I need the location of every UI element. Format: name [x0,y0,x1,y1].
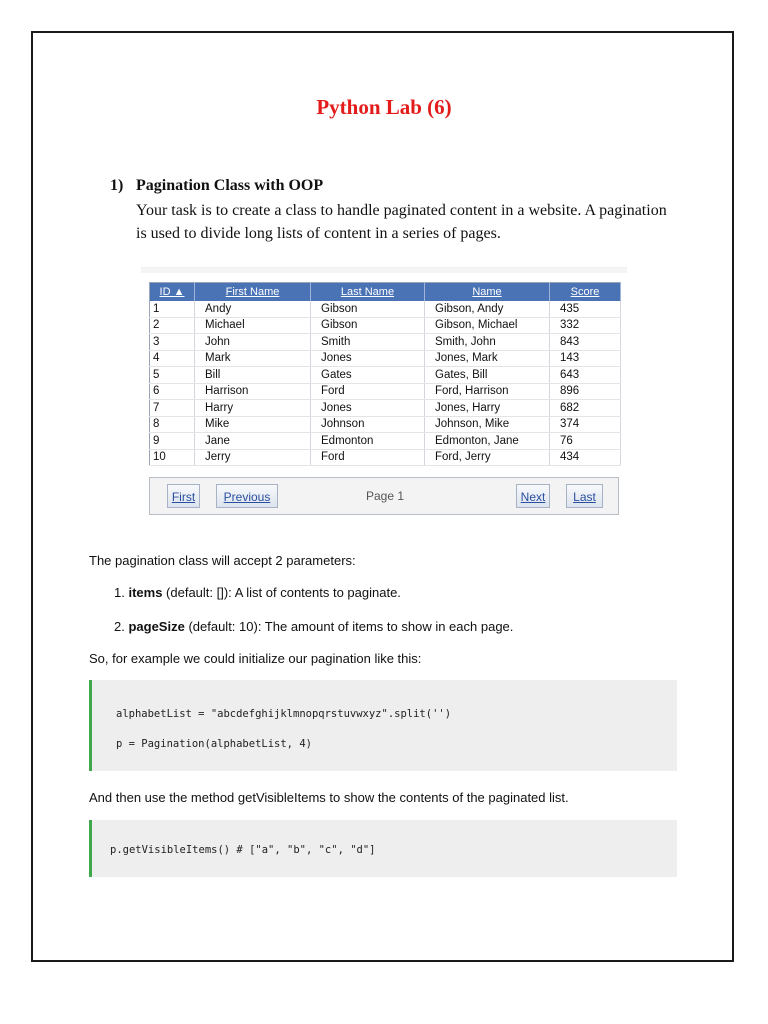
table-row [150,317,621,334]
cell-id: 10 [150,449,195,466]
cell-name: Jones, Mark [425,350,550,367]
pager-bar [149,477,619,515]
cell-id: 9 [150,433,195,450]
section-heading [110,177,323,195]
table-row [150,416,621,433]
column-header-name[interactable]: Name [425,283,550,302]
cell-score: 374 [550,416,621,433]
cell-id: 1 [150,301,195,317]
table-row [150,400,621,417]
cell-first-name: Harry [195,400,311,417]
cell-name: Gibson, Michael [425,317,550,334]
cell-id: 3 [150,334,195,351]
previous-page-button[interactable]: Previous [216,484,278,508]
cell-first-name: Mike [195,416,311,433]
section-title: Pagination Class with OOP [136,177,324,194]
cell-first-name: Michael [195,317,311,334]
code-block [89,820,677,877]
cell-id: 7 [150,400,195,417]
cell-score: 435 [550,301,621,317]
table-row [150,367,621,384]
table-row [150,301,621,317]
cell-score: 843 [550,334,621,351]
cell-score: 434 [550,449,621,466]
params-intro: The pagination class will accept 2 parameters: [89,553,356,568]
table-row [150,433,621,450]
code-line: p = Pagination(alphabetList, 4) [116,738,312,750]
cell-name: Ford, Jerry [425,449,550,466]
pagination-example-image [141,268,627,524]
code-line: alphabetList = "abcdefghijklmnopqrstuvwxyz".split('') [116,708,452,720]
section-number: 1) [110,177,124,194]
cell-name: Jones, Harry [425,400,550,417]
column-header-first-name[interactable]: First Name [195,283,311,302]
cell-name: Smith, John [425,334,550,351]
cell-score: 643 [550,367,621,384]
cell-last-name: Gibson [311,301,425,317]
code-block [89,680,677,771]
cell-first-name: Andy [195,301,311,317]
cell-score: 76 [550,433,621,450]
example-intro: So, for example we could initialize our pagination like this: [89,651,422,666]
table-row [150,350,621,367]
cell-name: Gibson, Andy [425,301,550,317]
cell-id: 4 [150,350,195,367]
list-item [114,619,513,634]
cell-score: 143 [550,350,621,367]
cell-last-name: Ford [311,383,425,400]
param-name: items [128,585,163,600]
table-row [150,383,621,400]
cell-first-name: John [195,334,311,351]
cell-name: Johnson, Mike [425,416,550,433]
cell-first-name: Jerry [195,449,311,466]
cell-last-name: Smith [311,334,425,351]
cell-id: 8 [150,416,195,433]
cell-name: Gates, Bill [425,367,550,384]
cell-last-name: Gibson [311,317,425,334]
cell-last-name: Jones [311,350,425,367]
list-item [114,585,401,600]
table-row [150,334,621,351]
list-number: 2. [114,619,125,634]
cell-last-name: Edmonton [311,433,425,450]
cell-last-name: Johnson [311,416,425,433]
page-indicator: Page 1 [365,489,405,503]
cell-id: 5 [150,367,195,384]
cell-name: Edmonton, Jane [425,433,550,450]
cell-score: 682 [550,400,621,417]
cell-last-name: Ford [311,449,425,466]
cell-first-name: Harrison [195,383,311,400]
column-header-score[interactable]: Score [550,283,621,302]
param-desc: (default: 10): The amount of items to show in each page. [184,619,514,634]
cell-id: 2 [150,317,195,334]
page-title: Python Lab (6) [316,95,452,119]
cell-score: 332 [550,317,621,334]
column-header-id[interactable]: ID ▲ [150,283,195,302]
column-header-last-name[interactable]: Last Name [311,283,425,302]
cell-id: 6 [150,383,195,400]
param-desc: (default: []): A list of contents to paginate. [162,585,401,600]
cell-score: 896 [550,383,621,400]
table-row [150,449,621,466]
section-intro: Your task is to create a class to handle paginated content in a website. A pagination is used to divide long lists of content in a series of pages. [136,202,667,242]
code-line: p.getVisibleItems() # ["a", "b", "c", "d"] [110,844,376,856]
method-intro: And then use the method getVisibleItems to show the contents of the paginated list. [89,790,569,805]
list-number: 1. [114,585,125,600]
data-grid [149,282,621,466]
first-page-button[interactable]: First [167,484,200,508]
cell-last-name: Jones [311,400,425,417]
cell-last-name: Gates [311,367,425,384]
cell-name: Ford, Harrison [425,383,550,400]
cell-first-name: Mark [195,350,311,367]
param-name: pageSize [128,619,185,634]
cell-first-name: Jane [195,433,311,450]
next-page-button[interactable]: Next [516,484,550,508]
cell-first-name: Bill [195,367,311,384]
last-page-button[interactable]: Last [566,484,603,508]
